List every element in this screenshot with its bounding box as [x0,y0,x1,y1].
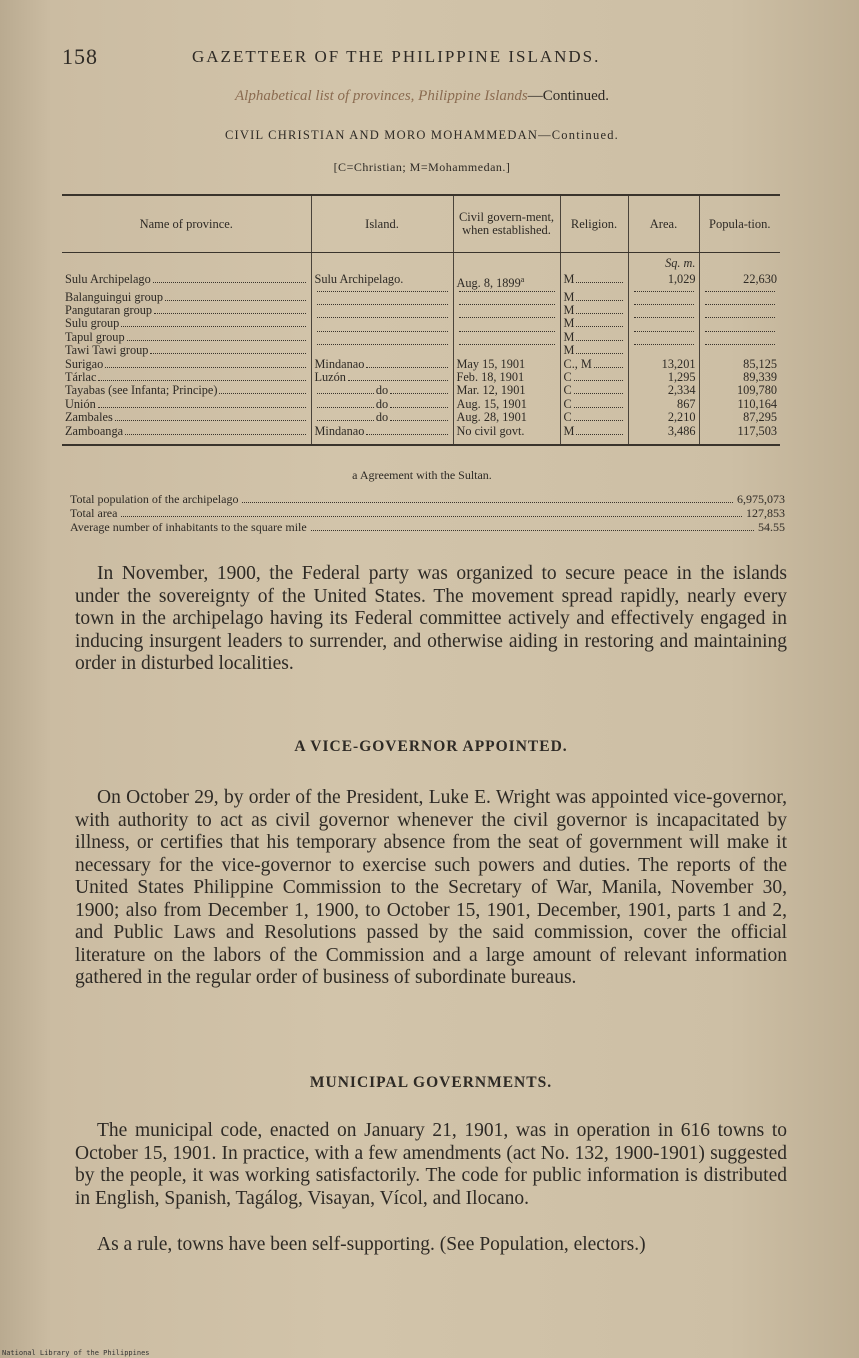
table-legend: [C=Christian; M=Mohammedan.] [333,160,511,174]
population: 22,630 [699,273,780,291]
population: 87,295 [699,411,780,424]
summary-value: 127,853 [746,506,785,520]
summary-value: 6,975,073 [737,492,785,506]
table-row [62,371,780,384]
paragraph-municipal-code: The municipal code, enacted on January 21, 1901, was in operation in 616 towns to October 15, 1901. In practice, with a few amendments (act No. 132, 1900-1901) suggested by the people, it was working satisfactorily. The code for public information is distributed in English, Spanish, Tagálog, Visayan, Vícol, and Ilocano. [75,1120,787,1209]
island: do [375,411,389,425]
province-name: Tayabas (see Infanta; Principe) [65,384,218,398]
population: 117,503 [699,425,780,445]
civil-date: Feb. 18, 1901 [453,371,560,384]
civil-date: Aug. 8, 1899 [456,276,521,291]
table-subcaption: CIVIL CHRISTIAN AND MORO MOHAMMEDAN—Continued. [225,128,619,142]
province-name: Pangutaran group [65,303,153,317]
paragraph-self-supporting: As a rule, towns have been self-supporting. (See Population, electors.) [97,1234,646,1255]
table-row [62,398,780,411]
col-header-name: Name of province. [62,195,311,253]
island: Mindanao [314,424,365,438]
table-row [62,344,780,357]
library-footer: National Library of the Philippines [2,1349,150,1357]
table-caption-continued: —Continued. [527,88,609,104]
table-caption-italic: Alphabetical list of provinces, Philippine Islands [235,88,528,104]
religion: C., M [563,357,592,371]
island: Luzón [314,370,346,384]
province-name: Sulu group [65,317,120,331]
population: 110,164 [699,398,780,411]
civil-date: No civil govt. [453,425,560,445]
area: 1,295 [628,371,699,384]
col-header-population: Popula-tion. [699,195,780,253]
religion: C [563,370,572,384]
table-row [62,358,780,371]
province-name: Unión [65,397,96,411]
table-row [62,304,780,317]
table-row [62,425,780,445]
province-name: Surigao [65,357,104,371]
area-unit: Sq. m. [628,253,699,274]
table-row [62,291,780,304]
col-header-civil-government: Civil govern-ment, when established. [453,195,560,253]
civil-date: Aug. 28, 1901 [453,411,560,424]
area: 1,029 [628,273,699,291]
island: do [375,384,389,398]
summary-total-population [70,493,785,506]
table-row [62,273,780,291]
area: 13,201 [628,358,699,371]
island: Sulu Archipelago. [311,273,453,291]
island: do [375,397,389,411]
area: 2,210 [628,411,699,424]
civil-date: May 15, 1901 [453,358,560,371]
area: 3,486 [628,425,699,445]
area: 2,334 [628,384,699,397]
table-header-row [62,195,780,253]
section-heading-municipal: MUNICIPAL GOVERNMENTS. [309,1074,553,1091]
religion: M [563,317,575,331]
population: 109,780 [699,384,780,397]
summary-label: Average number of inhabitants to the square mile [70,520,307,534]
paragraph-federal-party: In November, 1900, the Federal party was organized to secure peace in the islands under the sovereignty of the United States. The movement spread rapidly, nearly every town in the archipelago having its Federal committee actively and effectively engaged in inducing insurgent leaders to surrender, and otherwise aiding in restoring and maintaining order in disturbed localities. [75,563,787,674]
summary-label: Total area [70,506,118,520]
table-row [62,317,780,330]
summary-value: 54.55 [758,520,785,534]
religion: M [563,330,575,344]
population: 89,339 [699,371,780,384]
summary-total-area [70,507,785,520]
table-row [62,411,780,424]
province-name: Balanguingui group [65,290,164,304]
civil-date: Aug. 15, 1901 [453,398,560,411]
province-name: Sulu Archipelago [65,273,151,286]
summary-average-density [70,521,785,534]
religion: M [563,290,575,304]
religion: M [563,273,575,286]
running-title: GAZETTEER OF THE PHILIPPINE ISLANDS. [192,47,601,66]
province-name: Tárlac [65,370,97,384]
page-header [62,44,782,70]
province-name: Tapul group [65,330,125,344]
civil-date: Mar. 12, 1901 [453,384,560,397]
religion: C [563,397,572,411]
religion: C [563,384,572,398]
footnote-marker: a [520,275,525,284]
island: Mindanao [314,357,365,371]
page-number: 158 [62,44,98,69]
table-row [62,384,780,397]
religion: M [563,344,575,358]
col-header-area: Area. [628,195,699,253]
province-name: Tawi Tawi group [65,344,149,358]
table-row [62,331,780,344]
religion: C [563,411,572,425]
provinces-table [62,194,780,446]
table-footnote: a Agreement with the Sultan. [352,468,492,482]
col-header-island: Island. [311,195,453,253]
religion: M [563,303,575,317]
province-name: Zambales [65,411,113,425]
province-name: Zamboanga [65,424,124,438]
col-header-religion: Religion. [560,195,628,253]
paragraph-vice-governor: On October 29, by order of the President, Luke E. Wright was appointed vice-governor, with authority to act as civil governor whenever the civil governor is incapacitated by illness, or certifies that his temporary absence from the seat of government will make it necessary for the vice-governor to exercise such powers and duties. The reports of the United States Philippine Commission to the Secretary of War, Manila, November 30, 1900; also from December 1, 1900, to October 15, 1901, December, 1901, parts 1 and 2, and Public Laws and Resolutions passed by the said commission, cover the official literature on the labors of the Commission and a large amount of relevant information gathered in the regular order of business of subordinate bureaus. [75,787,787,988]
table-caption [62,88,782,105]
summary-label: Total population of the archipelago [70,492,239,506]
unit-row [62,253,780,274]
area: 867 [628,398,699,411]
population: 85,125 [699,358,780,371]
section-heading-vice-governor: A VICE-GOVERNOR APPOINTED. [294,738,568,755]
religion: M [563,424,575,438]
